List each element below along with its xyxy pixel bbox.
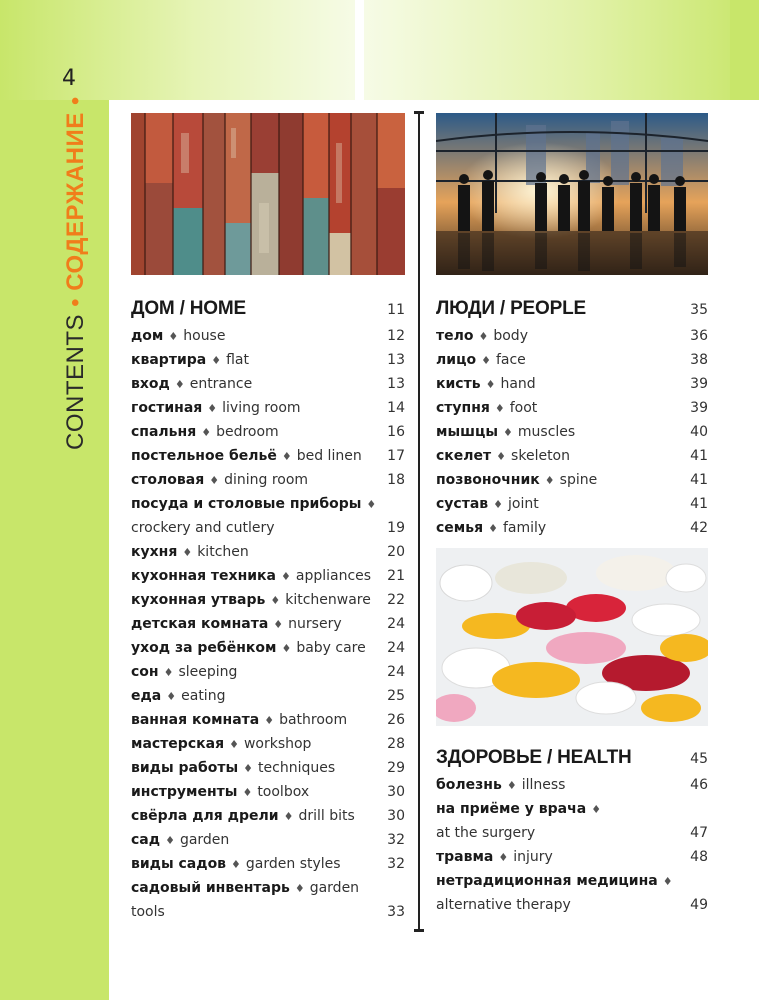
toc-entry[interactable] [436,420,708,444]
diamond-separator-icon: ♦ [294,882,305,895]
entry-text [436,348,526,373]
entry-en: house [183,328,226,344]
entry-en: crockery and cutlery [131,520,275,536]
entry-text [131,564,371,589]
diamond-separator-icon: ♦ [481,354,491,367]
toc-entry[interactable] [131,492,405,516]
entry-page: 24 [387,664,405,680]
entry-en: flat [226,352,249,368]
entry-text [436,396,537,421]
entry-ru: еда [131,688,162,704]
entry-en: drill bits [298,808,355,824]
entry-text [131,612,342,637]
entry-en: illness [521,777,566,793]
entry-list [131,324,405,924]
entry-en: alternative therapy [436,897,571,913]
toc-entry[interactable] [436,372,708,396]
entry-ru: сад [131,832,161,848]
diamond-separator-icon: ♦ [168,330,179,343]
entry-page: 24 [387,616,405,632]
entry-page: 41 [690,496,708,512]
entry-en: body [493,328,528,344]
section-title: ДОМ / HOME [131,298,246,319]
entry-ru: позвоночник [436,472,540,488]
entry-text [436,444,570,469]
section-title: ЗДОРОВЬЕ / HEALTH [436,747,632,768]
toc-entry[interactable] [131,852,405,876]
entry-page: 21 [387,568,405,584]
diamond-separator-icon: ♦ [182,546,193,559]
diamond-separator-icon: ♦ [494,402,505,415]
entry-page: 30 [387,784,405,800]
diamond-separator-icon: ♦ [493,498,504,511]
diamond-separator-icon: ♦ [544,474,555,487]
toc-entry[interactable] [436,821,708,845]
section-heading[interactable] [436,747,708,773]
entry-ru: гостиная [131,400,203,416]
entry-page: 16 [387,424,405,440]
entry-text [131,420,279,445]
entry-text [131,684,225,709]
entry-en: tools [131,904,165,920]
toc-entry[interactable] [131,756,405,780]
side-title-en: CONTENTS [62,314,89,450]
diamond-separator-icon: ♦ [283,810,294,823]
entry-page: 18 [387,472,405,488]
entry-en: bathroom [279,712,348,728]
entry-ru: сон [131,664,159,680]
entry-text [131,636,366,661]
diamond-separator-icon: ♦ [207,402,218,415]
entry-text [436,797,606,822]
entry-text [436,869,678,894]
entry-ru: ступня [436,400,490,416]
entry-ru: скелет [436,448,492,464]
toc-entry[interactable] [131,708,405,732]
entry-ru: посуда и столовые приборы [131,496,362,512]
entry-ru: ванная комната [131,712,260,728]
toc-entry[interactable] [131,396,405,420]
entry-page: 26 [387,712,405,728]
entry-ru: на приёме у врача [436,801,587,817]
entry-en: living room [222,400,301,416]
diamond-separator-icon: ♦ [366,498,377,511]
entry-page: 30 [387,808,405,824]
entry-ru: постельное бельё [131,448,277,464]
entry-list [436,324,708,540]
entry-ru: столовая [131,472,205,488]
entry-ru: болезнь [436,777,502,793]
entry-ru: спальня [131,424,197,440]
toc-entry[interactable] [436,773,708,797]
entry-ru: уход за ребёнком [131,640,277,656]
section-heading[interactable] [436,298,708,324]
entry-en: garden [309,880,360,896]
entry-text [131,396,301,421]
entry-page: 36 [690,328,708,344]
toc-entry[interactable] [436,869,708,893]
entry-page: 25 [387,688,405,704]
entry-en: hand [500,376,536,392]
pills-photo [436,548,708,726]
entry-text [131,516,275,540]
side-title-dot: • [62,96,89,106]
section-heading[interactable] [131,298,405,324]
entry-en: skeleton [511,448,570,464]
diamond-separator-icon: ♦ [281,450,292,463]
diamond-separator-icon: ♦ [281,642,292,655]
entry-text [131,468,308,493]
entry-page: 47 [690,825,708,841]
toc-entry[interactable] [436,324,708,348]
entry-page: 13 [387,376,405,392]
entry-page: 28 [387,736,405,752]
entry-ru: дом [131,328,164,344]
entry-en: nursery [288,616,342,632]
entry-en: entrance [189,376,253,392]
toc-entry[interactable] [131,516,405,540]
entry-ru: тело [436,328,474,344]
side-title-ru: СОДЕРЖАНИЕ [62,112,89,291]
diamond-separator-icon: ♦ [662,875,673,888]
diamond-separator-icon: ♦ [488,522,498,535]
entry-text [131,588,371,613]
toc-entry[interactable] [436,845,708,869]
entry-en: garden styles [245,856,341,872]
section-people [436,298,708,540]
entry-text [131,828,229,853]
business-people-photo [436,113,708,275]
section-health [436,747,708,917]
entry-en: toolbox [257,784,310,800]
toc-entry[interactable] [436,348,708,372]
entry-text [131,348,249,373]
entry-text [436,324,528,349]
toc-entry[interactable] [131,828,405,852]
entry-ru: кисть [436,376,481,392]
section-home [131,298,405,924]
diamond-separator-icon: ♦ [165,834,175,847]
toc-entry[interactable] [131,804,405,828]
entry-en: techniques [258,760,336,776]
entry-ru: кухонная утварь [131,592,266,608]
entry-en: bed linen [296,448,362,464]
diamond-separator-icon: ♦ [242,786,253,799]
entry-page: 13 [387,352,405,368]
toc-entry[interactable] [436,893,708,917]
entry-page: 19 [387,520,405,536]
entry-en: kitchen [197,544,249,560]
entry-en: bedroom [216,424,279,440]
entry-list [436,773,708,917]
diamond-separator-icon: ♦ [229,738,239,751]
entry-text [131,372,252,397]
top-band-right [364,0,759,100]
entry-ru: нетрадиционная медицина [436,873,658,889]
entry-ru: травма [436,849,494,865]
toc-entry[interactable] [131,468,405,492]
entry-text [436,516,546,541]
entry-en: baby care [296,640,366,656]
section-page: 11 [387,302,405,318]
entry-page: 33 [387,904,405,920]
entry-ru: кухня [131,544,178,560]
toc-entry[interactable] [131,420,405,444]
entry-ru: сустав [436,496,489,512]
entry-text [131,492,381,517]
entry-page: 17 [387,448,405,464]
toc-entry[interactable] [131,348,405,372]
entry-page: 41 [690,448,708,464]
entry-text [436,468,597,493]
toc-entry[interactable] [436,797,708,821]
entry-text [131,540,249,565]
diamond-separator-icon: ♦ [498,851,509,864]
entry-ru: квартира [131,352,207,368]
toc-entry[interactable] [131,564,405,588]
entry-page: 39 [690,400,708,416]
toc-entry[interactable] [436,396,708,420]
entry-text [436,845,553,870]
top-band-edge [730,0,759,100]
top-band-left [0,0,355,100]
entry-en: eating [181,688,226,704]
entry-text [131,900,165,924]
entry-ru: вход [131,376,170,392]
diamond-separator-icon: ♦ [231,858,241,871]
diamond-separator-icon: ♦ [496,450,507,463]
diamond-separator-icon: ♦ [174,378,185,391]
entry-en: garden [179,832,230,848]
diamond-separator-icon: ♦ [243,762,254,775]
side-band [0,0,109,1000]
entry-page: 46 [690,777,708,793]
entry-ru: инструменты [131,784,238,800]
toc-entry[interactable] [131,732,405,756]
entry-en: joint [508,496,539,512]
diamond-separator-icon: ♦ [281,570,291,583]
wood-planks-photo [131,113,405,275]
entry-page: 41 [690,472,708,488]
entry-text [131,780,309,805]
entry-page: 40 [690,424,708,440]
toc-entry[interactable] [131,900,405,924]
section-title: ЛЮДИ / PEOPLE [436,298,586,319]
diamond-separator-icon: ♦ [166,690,177,703]
toc-entry[interactable] [131,684,405,708]
divider-cap-bottom [414,929,424,932]
diamond-separator-icon: ♦ [503,426,513,439]
toc-entry[interactable] [131,372,405,396]
entry-ru: виды садов [131,856,227,872]
toc-entry[interactable] [131,636,405,660]
diamond-separator-icon: ♦ [209,474,220,487]
entry-ru: свёрла для дрели [131,808,279,824]
toc-entry[interactable] [131,612,405,636]
diamond-separator-icon: ♦ [211,354,222,367]
toc-entry[interactable] [436,468,708,492]
entry-text [131,756,335,781]
entry-page: 24 [387,640,405,656]
diamond-separator-icon: ♦ [591,803,602,816]
diamond-separator-icon: ♦ [201,426,212,439]
toc-entry[interactable] [131,780,405,804]
diamond-separator-icon: ♦ [163,666,174,679]
entry-en: spine [559,472,598,488]
entry-ru: кухонная техника [131,568,277,584]
toc-entry[interactable] [436,492,708,516]
entry-text [131,852,341,877]
entry-en: dining room [224,472,309,488]
entry-page: 48 [690,849,708,865]
diamond-separator-icon: ♦ [264,714,275,727]
entry-page: 42 [690,520,708,536]
entry-ru: семья [436,520,484,536]
diamond-separator-icon: ♦ [506,779,517,792]
column-divider [418,112,420,932]
entry-ru: мастерская [131,736,225,752]
entry-text [131,804,355,829]
side-title [62,96,90,450]
entry-page: 22 [387,592,405,608]
entry-en: at the surgery [436,825,536,841]
entry-text [131,708,347,733]
entry-en: sleeping [178,664,238,680]
entry-ru: виды работы [131,760,239,776]
entry-text [436,372,536,397]
entry-text [131,444,362,469]
divider-cap-top [414,111,424,114]
entry-text [436,420,575,445]
toc-entry[interactable] [131,876,405,900]
toc-entry[interactable] [131,660,405,684]
entry-ru: лицо [436,352,477,368]
entry-en: workshop [243,736,312,752]
toc-entry[interactable] [131,588,405,612]
entry-text [131,660,237,685]
toc-entry[interactable] [131,444,405,468]
entry-en: muscles [517,424,576,440]
entry-text [436,773,565,798]
top-band-gap [355,0,364,100]
entry-page: 32 [387,832,405,848]
entry-text [436,821,535,845]
entry-ru: мышцы [436,424,499,440]
entry-page: 38 [690,352,708,368]
side-title-dot: • [62,297,89,307]
entry-en: face [495,352,526,368]
entry-en: injury [513,849,553,865]
entry-ru: садовый инвентарь [131,880,290,896]
diamond-separator-icon: ♦ [478,330,489,343]
entry-text [436,492,539,517]
entry-text [436,893,571,917]
toc-entry[interactable] [131,540,405,564]
diamond-separator-icon: ♦ [270,594,281,607]
section-page: 45 [690,751,708,767]
toc-entry[interactable] [436,516,708,540]
entry-page: 39 [690,376,708,392]
entry-en: foot [509,400,538,416]
entry-en: appliances [295,568,372,584]
diamond-separator-icon: ♦ [273,618,284,631]
entry-page: 49 [690,897,708,913]
entry-en: family [502,520,547,536]
entry-ru: детская комната [131,616,269,632]
entry-text [131,732,311,757]
entry-page: 32 [387,856,405,872]
entry-text [131,324,225,349]
toc-entry[interactable] [436,444,708,468]
entry-page: 20 [387,544,405,560]
entry-page: 29 [387,760,405,776]
toc-entry[interactable] [131,324,405,348]
entry-text [131,876,359,901]
entry-page: 14 [387,400,405,416]
diamond-separator-icon: ♦ [485,378,496,391]
page-number: 4 [62,66,76,91]
section-page: 35 [690,302,708,318]
entry-page: 12 [387,328,405,344]
entry-en: kitchenware [285,592,371,608]
